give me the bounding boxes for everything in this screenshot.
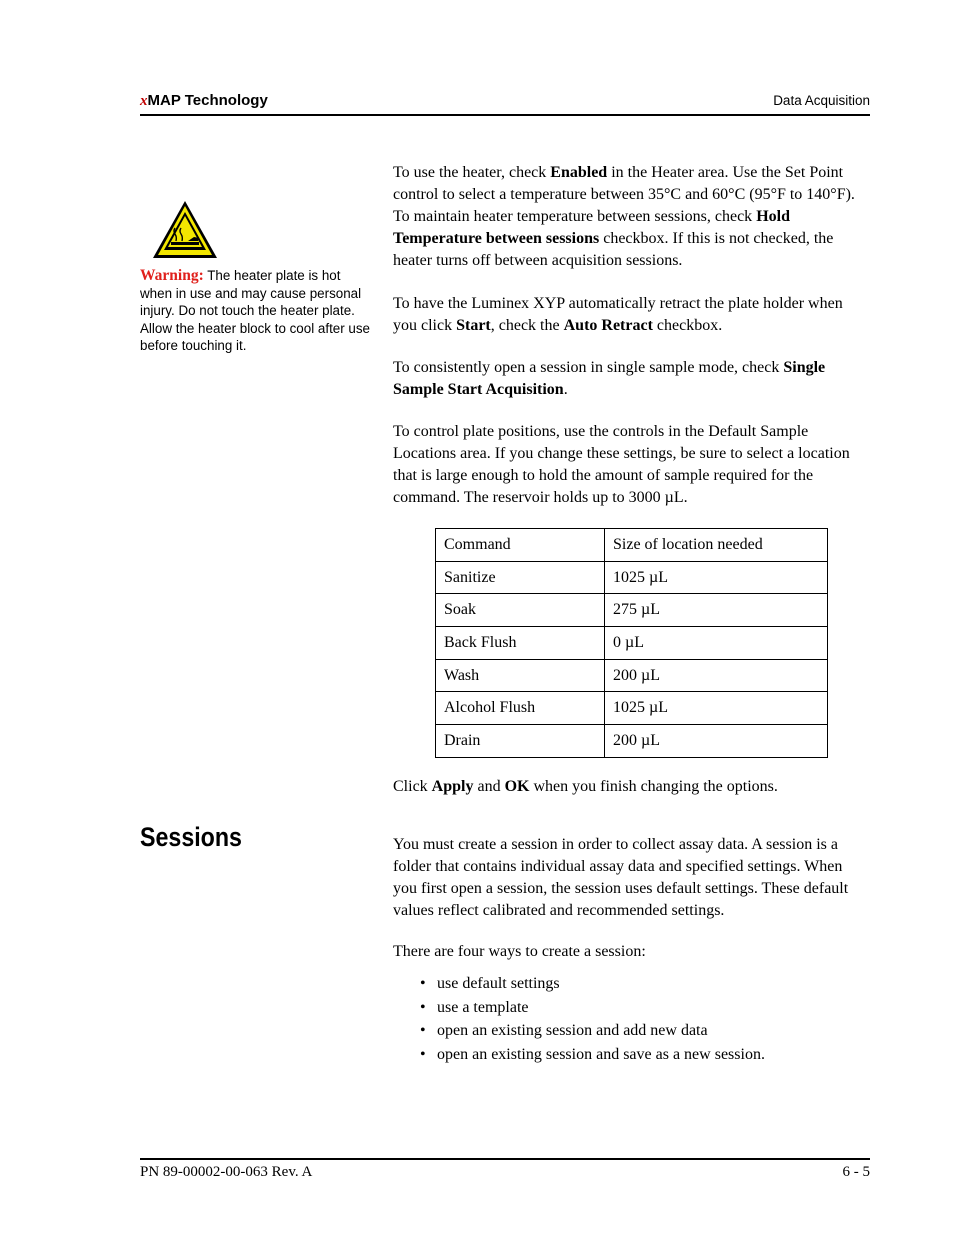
text-run: To use the heater, check bbox=[393, 164, 551, 181]
text-run: in the Heater area. Use the Set Point control to select a temperature between 35°C and 60°C (95°F to 140°F). To maintain heater temperature between sessions, check bbox=[393, 164, 855, 225]
size-cell: 200 µL bbox=[605, 725, 828, 758]
bold-term: Auto Retract bbox=[563, 317, 653, 334]
command-cell: Sanitize bbox=[436, 561, 605, 594]
bold-term: Enabled bbox=[550, 164, 608, 181]
list-item: • open an existing session and add new data bbox=[420, 1019, 765, 1043]
warning-text: The heater plate is hot when in use and may cause personal injury. Do not touch the heater plate. Allow the heater block to cool after use before touching it. bbox=[140, 268, 371, 354]
single-sample-paragraph bbox=[393, 357, 863, 401]
table-row bbox=[436, 659, 828, 692]
brand-prefix: x bbox=[140, 93, 148, 109]
header-cell: Command bbox=[436, 529, 605, 562]
sessions-intro-paragraph bbox=[393, 834, 863, 922]
paragraph-text: To control plate positions, use the controls in the Default Sample Locations area. If you change these settings, be sure to select a location that is large enough to hold the amount of sample required for the command. The reservoir holds up to 3000 µL. bbox=[393, 423, 850, 506]
command-cell: Drain bbox=[436, 725, 605, 758]
section-name: Data Acquisition bbox=[773, 93, 870, 108]
text-run: To have the Luminex XYP automatically retract the plate holder when you click bbox=[393, 295, 843, 334]
hot-surface-warning-icon bbox=[152, 200, 218, 260]
text-run: , check the bbox=[490, 317, 564, 334]
bold-term: Single Sample Start Acquisition bbox=[393, 359, 826, 398]
table-row bbox=[436, 561, 828, 594]
table-row bbox=[436, 692, 828, 725]
text-run: Click bbox=[393, 778, 432, 795]
size-cell: 275 µL bbox=[605, 594, 828, 627]
location-size-table bbox=[435, 528, 828, 758]
bold-term: OK bbox=[504, 778, 530, 795]
warning-label: Warning: bbox=[140, 267, 204, 284]
text-run: when you finish changing the options. bbox=[529, 778, 778, 795]
part-number: PN 89-00002-00-063 Rev. A bbox=[140, 1164, 313, 1180]
brand-title bbox=[140, 92, 268, 110]
text-run: . bbox=[563, 381, 568, 398]
table-row bbox=[436, 594, 828, 627]
size-cell: 0 µL bbox=[605, 627, 828, 660]
bold-term: Apply bbox=[431, 778, 474, 795]
command-cell: Alcohol Flush bbox=[436, 692, 605, 725]
text-run: checkbox. If this is not checked, the heater turns off between acquisition sessions. bbox=[393, 230, 834, 269]
warning-note bbox=[140, 267, 375, 355]
text-run: To consistently open a session in single sample mode, check bbox=[393, 359, 784, 376]
command-cell: Back Flush bbox=[436, 627, 605, 660]
size-cell: 1025 µL bbox=[605, 561, 828, 594]
text-run: and bbox=[473, 778, 505, 795]
heater-paragraph bbox=[393, 162, 863, 272]
paragraph-text: You must create a session in order to collect assay data. A session is a folder that contains individual assay data and specified settings. When you first open a session, the session uses default settings. These default values reflect calibrated and recommended settings. bbox=[393, 836, 849, 919]
size-cell: 1025 µL bbox=[605, 692, 828, 725]
table-row bbox=[436, 725, 828, 758]
command-cell: Soak bbox=[436, 594, 605, 627]
paragraph-text: There are four ways to create a session: bbox=[393, 943, 646, 960]
brand-name: MAP Technology bbox=[147, 92, 268, 109]
size-cell: 200 µL bbox=[605, 659, 828, 692]
text-run: checkbox. bbox=[652, 317, 723, 334]
plate-positions-paragraph bbox=[393, 421, 863, 509]
table-header-row bbox=[436, 529, 828, 562]
sessions-heading: Sessions bbox=[140, 822, 242, 852]
bold-term: Start bbox=[456, 317, 491, 334]
command-cell: Wash bbox=[436, 659, 605, 692]
list-item: • use default settings bbox=[420, 972, 765, 996]
list-item: • open an existing session and save as a new session. bbox=[420, 1043, 765, 1067]
header-cell: Size of location needed bbox=[605, 529, 828, 562]
list-item: • use a template bbox=[420, 996, 765, 1020]
page-header bbox=[140, 90, 870, 116]
page-footer bbox=[140, 1158, 870, 1180]
table-row bbox=[436, 627, 828, 660]
page-number: 6 - 5 bbox=[842, 1164, 870, 1180]
bold-term: Hold Temperature between sessions bbox=[393, 208, 790, 247]
auto-retract-paragraph bbox=[393, 293, 863, 337]
apply-ok-paragraph bbox=[393, 776, 863, 798]
session-ways-list bbox=[420, 972, 765, 1067]
ways-intro-paragraph bbox=[393, 941, 863, 963]
